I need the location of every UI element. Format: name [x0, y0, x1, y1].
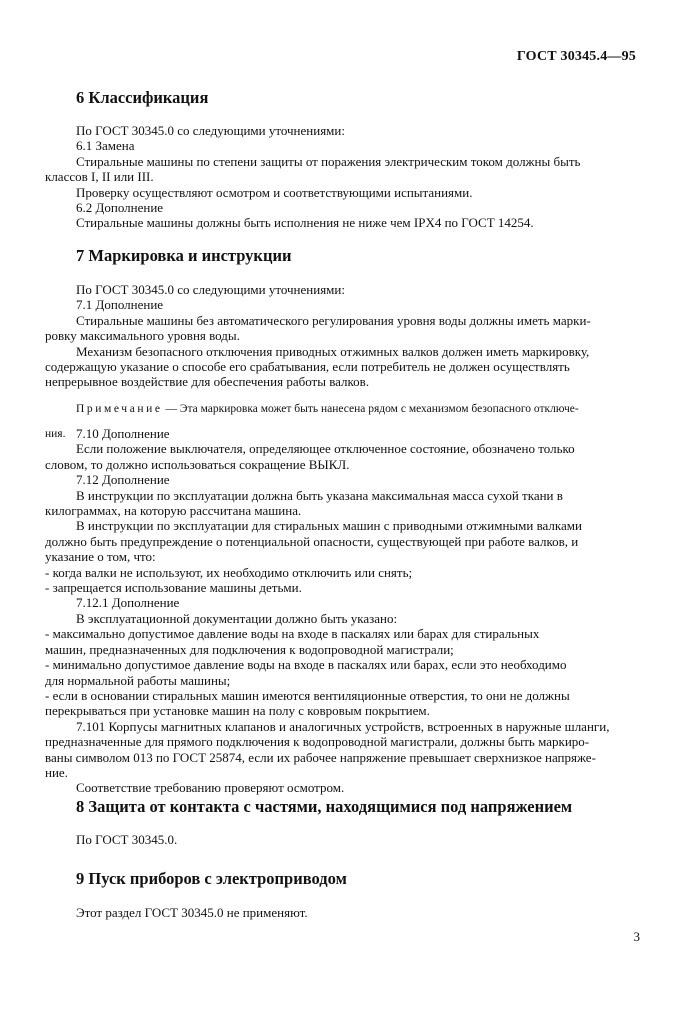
paragraph: ровку максимального уровня воды. — [45, 328, 240, 344]
section-6-heading: 6 Классификация — [76, 88, 209, 107]
list-item: - максимально допустимое давление воды на входе в паскалях или барах для стиральных — [45, 626, 540, 642]
paragraph: указание о том, что: — [45, 549, 156, 565]
paragraph: содержащую указание о способе его срабатывания, если потребитель не должен осуществлять — [45, 359, 570, 375]
section-7-body-continued — [45, 426, 646, 796]
paragraph: ваны символом 013 по ГОСТ 25874, если их рабочее напряжение превышает сверхнизкое напряже- — [45, 749, 596, 765]
paragraph: В инструкции по эксплуатации для стиральных машин с приводными отжимными валками — [76, 518, 582, 534]
paragraph: 7.101 Корпусы магнитных клапанов и аналогичных устройств, встроенных в наружные шланги, — [76, 718, 610, 734]
paragraph: По ГОСТ 30345.0. — [76, 832, 178, 847]
list-item: для нормальной работы машины; — [45, 672, 231, 688]
note-text: — Эта маркировка может быть нанесена рядом с механизмом безопасного отключе- — [162, 402, 579, 415]
paragraph: По ГОСТ 30345.0 со следующими уточнениями: — [76, 282, 345, 297]
section-7 — [76, 246, 646, 266]
paragraph: В эксплуатационной документации должно быть указано: — [76, 610, 398, 626]
paragraph: классов I, II или III. — [45, 169, 154, 185]
paragraph: По ГОСТ 30345.0 со следующими уточнениями: — [76, 123, 345, 138]
section-8-body — [76, 832, 646, 847]
list-item: машин, предназначенных для подключения к водопроводной магистрали; — [45, 641, 454, 657]
note-line — [76, 402, 646, 416]
paragraph: 6.1 Замена — [76, 138, 135, 154]
paragraph: предназначенные для прямого подключения к водопроводной магистрали, должны быть маркиро- — [45, 734, 590, 750]
paragraph: Стиральные машины должны быть исполнения не ниже чем IPX4 по ГОСТ 14254. — [76, 215, 534, 231]
list-item: - если в основании стиральных машин имеются вентиляционные отверстия, то они не должны — [45, 687, 570, 703]
paragraph: ние. — [45, 764, 68, 780]
paragraph: Стиральные машины по степени защиты от поражения электрическим током должны быть — [76, 153, 581, 169]
section-6 — [76, 88, 646, 108]
paragraph: 7.1 Дополнение — [76, 297, 164, 313]
page-number: 3 — [633, 929, 640, 944]
section-9-body — [76, 905, 646, 920]
paragraph: непрерывное воздействие для обеспечения работы валков. — [45, 374, 370, 390]
paragraph: 7.12.1 Дополнение — [76, 595, 180, 611]
note-continuation: ния. — [45, 428, 66, 440]
section-9 — [76, 869, 646, 889]
paragraph: 7.10 Дополнение — [76, 426, 170, 441]
section-8-heading: 8 Защита от контакта с частями, находящимися под напряжением — [76, 797, 573, 816]
paragraph: должно быть предупреждение о потенциальной опасности, существующей при работе валков, и — [45, 533, 579, 549]
list-item: перекрываться при установке машин на полу с ковровым покрытием. — [45, 703, 430, 719]
paragraph: 6.2 Дополнение — [76, 200, 164, 216]
section-8 — [76, 797, 646, 817]
paragraph: Стиральные машины без автоматического регулирования уровня воды должны иметь марки- — [76, 312, 591, 328]
paragraph: В инструкции по эксплуатации должна быть указана максимальная масса сухой ткани в — [76, 487, 563, 503]
note-label: Примечание — [76, 402, 163, 415]
list-item: - минимально допустимое давление воды на входе в паскалях или барах, если это необходимо — [45, 657, 567, 673]
paragraph: Этот раздел ГОСТ 30345.0 не применяют. — [76, 905, 308, 920]
list-item: - запрещается использование машины детьми. — [45, 580, 302, 596]
section-6-body — [45, 123, 646, 231]
section-7-body — [45, 282, 646, 390]
paragraph: Если положение выключателя, определяющее отключенное состояние, обозначено только — [76, 441, 575, 457]
section-7-heading: 7 Маркировка и инструкции — [76, 246, 292, 265]
paragraph: Проверку осуществляют осмотром и соответствующими испытаниями. — [76, 184, 473, 200]
paragraph: словом, то должно использоваться сокращение ВЫКЛ. — [45, 456, 350, 472]
list-item: - когда валки не используют, их необходимо отключить или снять; — [45, 564, 413, 580]
paragraph: Механизм безопасного отключения приводных отжимных валков должен иметь маркировку, — [76, 343, 590, 359]
document-code: ГОСТ 30345.4—95 — [516, 49, 636, 64]
section-9-heading: 9 Пуск приборов с электроприводом — [76, 869, 347, 888]
paragraph: килограммах, на которую рассчитана машина. — [45, 503, 302, 519]
paragraph: Соответствие требованию проверяют осмотром. — [76, 780, 345, 796]
paragraph: 7.12 Дополнение — [76, 472, 170, 488]
